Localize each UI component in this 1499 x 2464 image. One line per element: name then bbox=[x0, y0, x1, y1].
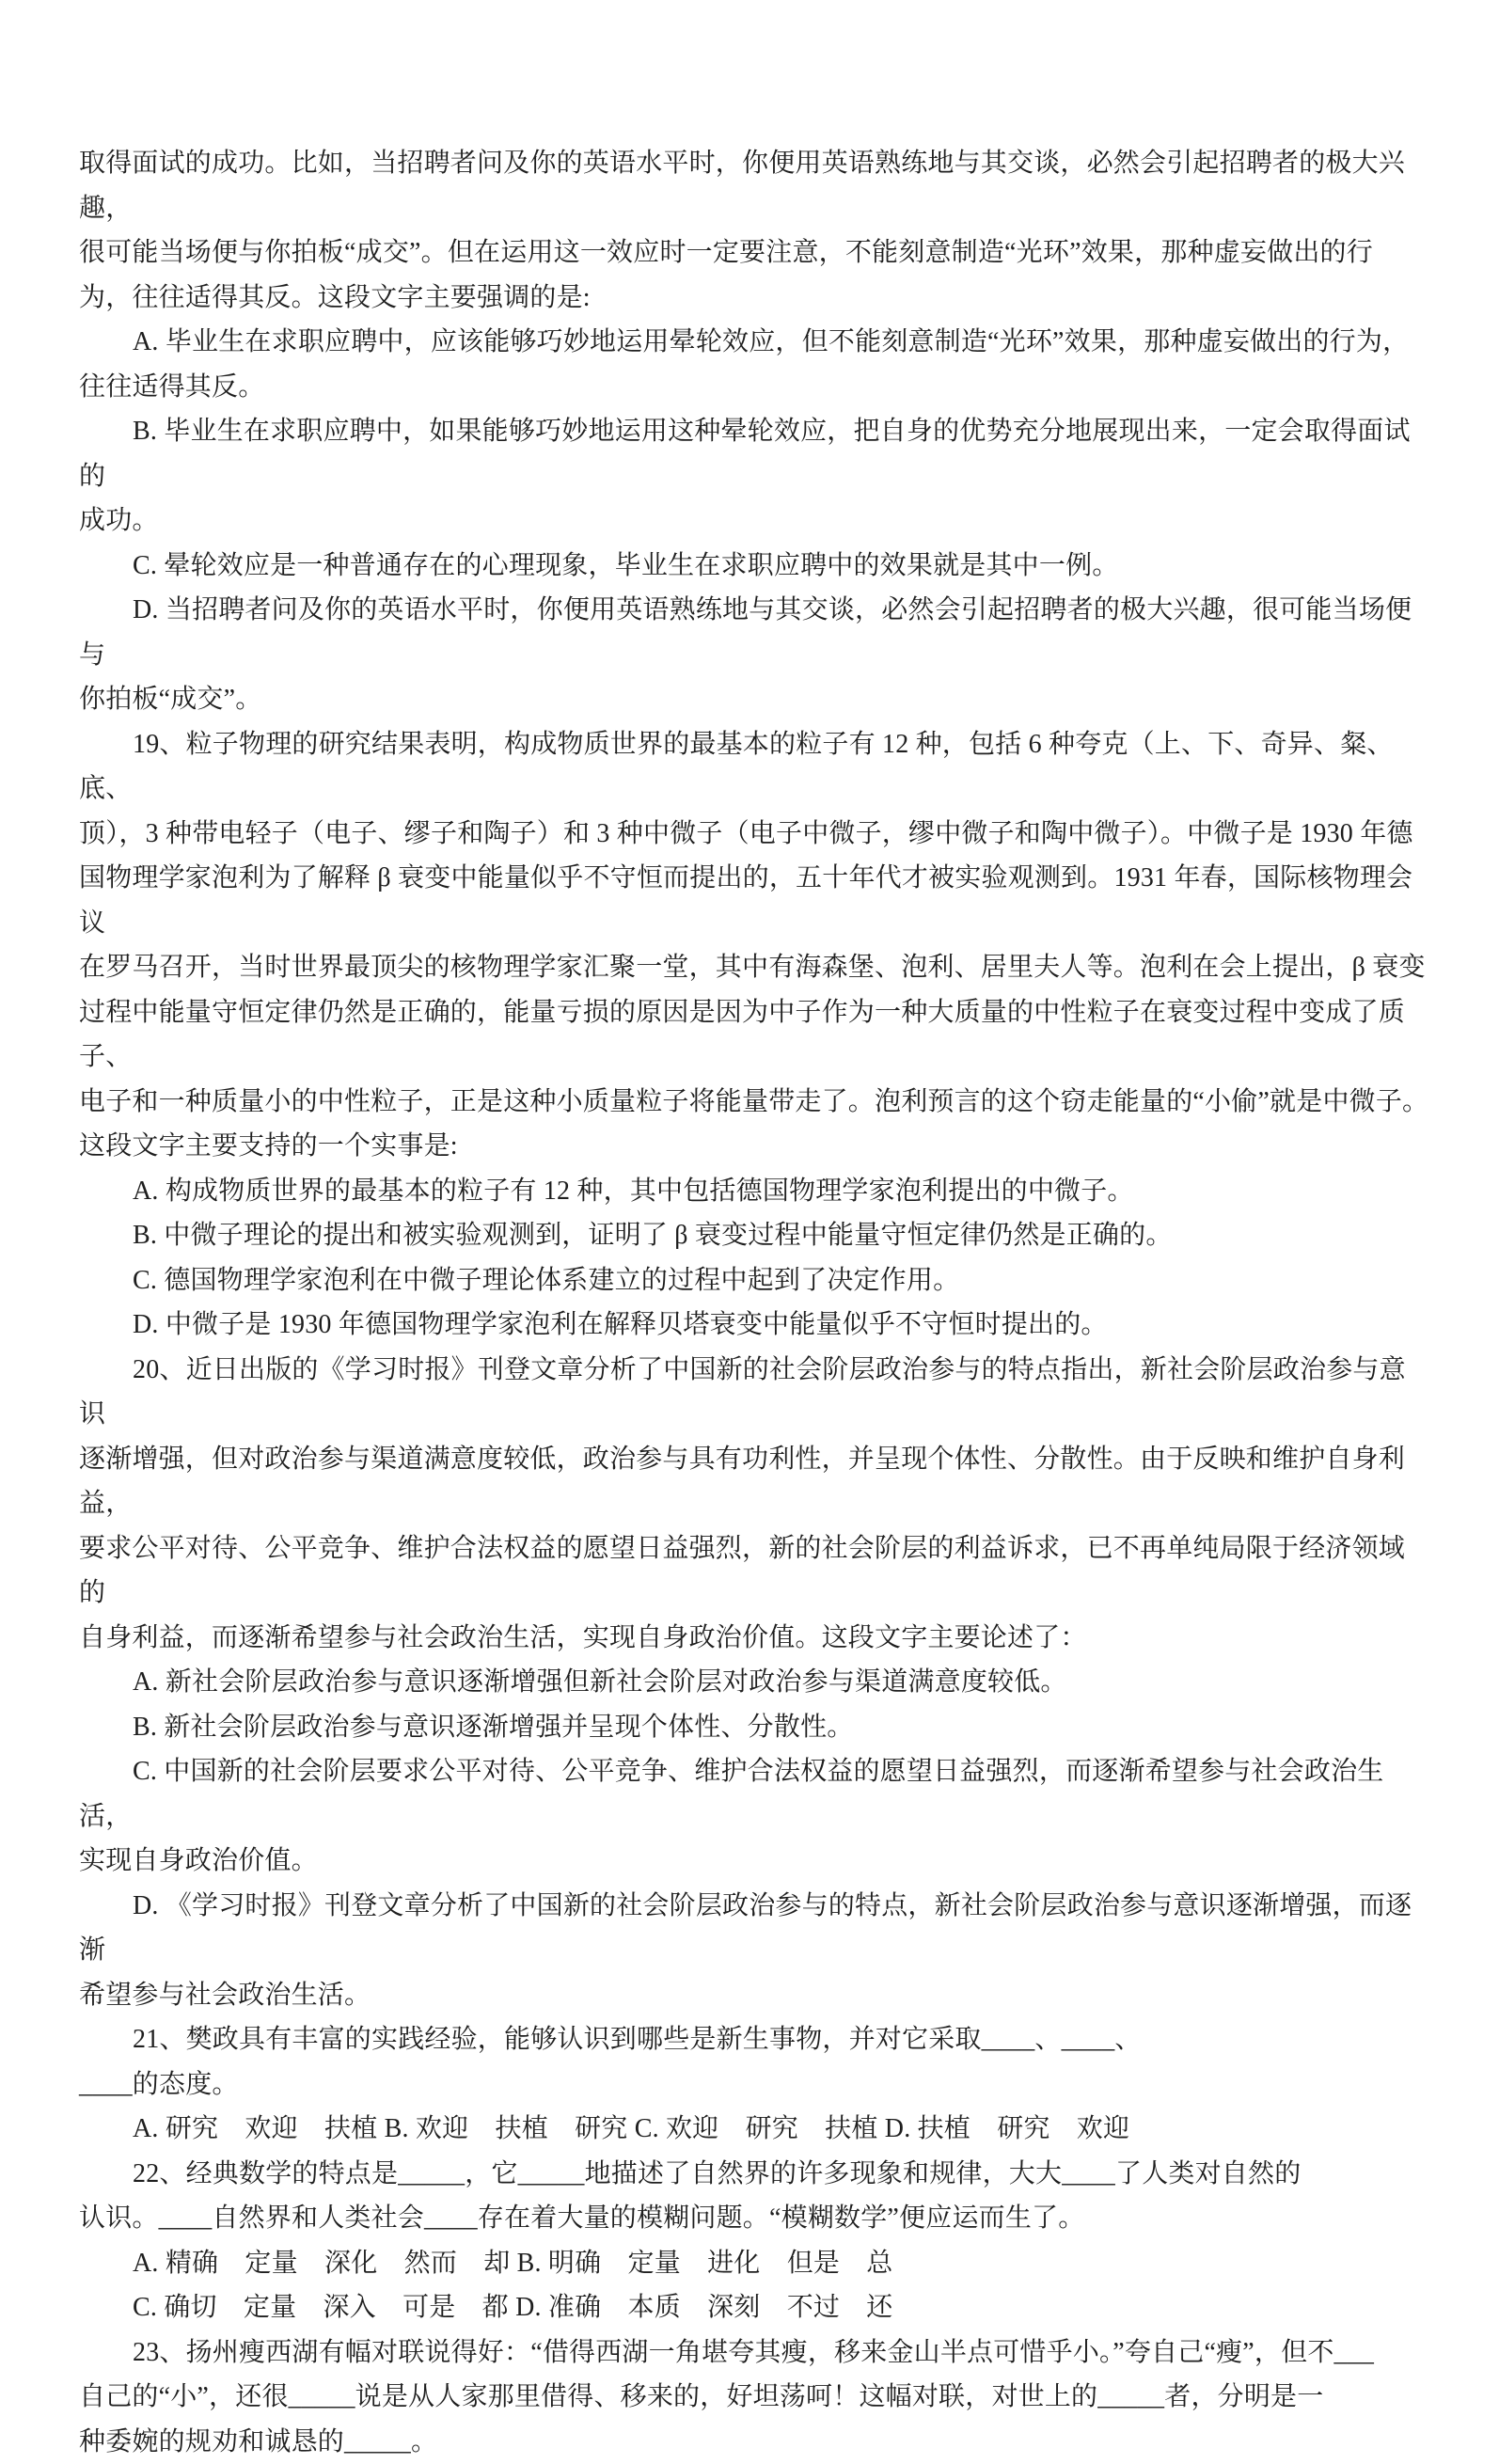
document-body bbox=[79, 141, 1429, 2464]
text-line: 往往适得其反。 bbox=[79, 365, 1429, 410]
text-line: 这段文字主要支持的一个实事是: bbox=[79, 1124, 1429, 1169]
text-line: 过程中能量守恒定律仍然是正确的，能量亏损的原因是因为中子作为一种大质量的中性粒子在衰变过程中变成了质子、 bbox=[79, 990, 1429, 1080]
text-line: 顶），3 种带电轻子（电子、缪子和陶子）和 3 种中微子（电子中微子，缪中微子和陶中微子）。中微子是 1930 年德 bbox=[79, 812, 1429, 857]
text-line: D. 《学习时报》刊登文章分析了中国新的社会阶层政治参与的特点，新社会阶层政治参与意识逐渐增强，而逐渐 bbox=[79, 1884, 1429, 1973]
text-line: 电子和一种质量小的中性粒子，正是这种小质量粒子将能量带走了。泡利预言的这个窃走能量的“小偷”就是中微子。 bbox=[79, 1080, 1429, 1125]
text-line: A. 构成物质世界的最基本的粒子有 12 种，其中包括德国物理学家泡利提出的中微子。 bbox=[79, 1169, 1429, 1214]
text-line: 22、经典数学的特点是_____，它_____地描述了自然界的许多现象和规律，大大____了人类对自然的 bbox=[79, 2152, 1429, 2197]
text-line: 很可能当场便与你拍板“成交”。但在运用这一效应时一定要注意，不能刻意制造“光环”效果，那种虚妄做出的行 bbox=[79, 230, 1429, 276]
text-line: C. 确切 定量 深入 可是 都 D. 准确 本质 深刻 不过 还 bbox=[79, 2285, 1429, 2330]
text-line: A. 新社会阶层政治参与意识逐渐增强但新社会阶层对政治参与渠道满意度较低。 bbox=[79, 1660, 1429, 1705]
text-line: B. 中微子理论的提出和被实验观测到，证明了 β 衰变过程中能量守恒定律仍然是正确的。 bbox=[79, 1213, 1429, 1258]
text-line: 19、粒子物理的研究结果表明，构成物质世界的最基本的粒子有 12 种，包括 6 种夸克（上、下、奇异、粲、底、 bbox=[79, 722, 1429, 812]
text-line: A. 毕业生在求职应聘中，应该能够巧妙地运用晕轮效应，但不能刻意制造“光环”效果，那种虚妄做出的行为， bbox=[79, 320, 1429, 365]
text-line: D. 中微子是 1930 年德国物理学家泡利在解释贝塔衰变中能量似乎不守恒时提出的。 bbox=[79, 1303, 1429, 1348]
text-line: C. 晕轮效应是一种普通存在的心理现象，毕业生在求职应聘中的效果就是其中一例。 bbox=[79, 544, 1429, 589]
text-line: 20、近日出版的《学习时报》刊登文章分析了中国新的社会阶层政治参与的特点指出，新社会阶层政治参与意识 bbox=[79, 1348, 1429, 1437]
text-line: 要求公平对待、公平竞争、维护合法权益的愿望日益强烈，新的社会阶层的利益诉求，已不再单纯局限于经济领域的 bbox=[79, 1526, 1429, 1616]
text-line: 实现自身政治价值。 bbox=[79, 1839, 1429, 1884]
text-line: C. 德国物理学家泡利在中微子理论体系建立的过程中起到了决定作用。 bbox=[79, 1258, 1429, 1303]
text-line: B. 毕业生在求职应聘中，如果能够巧妙地运用这种晕轮效应，把自身的优势充分地展现出来，一定会取得面试的 bbox=[79, 409, 1429, 498]
text-line: 国物理学家泡利为了解释 β 衰变中能量似乎不守恒而提出的，五十年代才被实验观测到。1931 年春，国际核物理会议 bbox=[79, 856, 1429, 945]
text-line: 取得面试的成功。比如，当招聘者问及你的英语水平时，你便用英语熟练地与其交谈，必然会引起招聘者的极大兴趣， bbox=[79, 141, 1429, 230]
text-line: 为，往往适得其反。这段文字主要强调的是: bbox=[79, 276, 1429, 321]
text-line: 21、樊政具有丰富的实践经验，能够认识到哪些是新生事物，并对它采取____、____、 bbox=[79, 2017, 1429, 2062]
text-line: A. 精确 定量 深化 然而 却 B. 明确 定量 进化 但是 总 bbox=[79, 2241, 1429, 2286]
text-line: B. 新社会阶层政治参与意识逐渐增强并呈现个体性、分散性。 bbox=[79, 1705, 1429, 1750]
text-line: C. 中国新的社会阶层要求公平对待、公平竞争、维护合法权益的愿望日益强烈，而逐渐希望参与社会政治生活， bbox=[79, 1749, 1429, 1839]
text-line: 自己的“小”，还很_____说是从人家那里借得、移来的，好坦荡呵！这幅对联，对世上的_____者，分明是一 bbox=[79, 2375, 1429, 2420]
text-line: 23、扬州瘦西湖有幅对联说得好：“借得西湖一角堪夸其瘦，移来金山半点可惜乎小。”夸自己“瘦”，但不___ bbox=[79, 2330, 1429, 2376]
text-line: 在罗马召开，当时世界最顶尖的核物理学家汇聚一堂，其中有海森堡、泡利、居里夫人等。泡利在会上提出，β 衰变 bbox=[79, 945, 1429, 990]
text-line: 你拍板“成交”。 bbox=[79, 677, 1429, 722]
text-line: 希望参与社会政治生活。 bbox=[79, 1973, 1429, 2018]
text-line: 种委婉的规劝和诚恳的_____。 bbox=[79, 2420, 1429, 2464]
text-line: 认识。____自然界和人类社会____存在着大量的模糊问题。“模糊数学”便应运而生了。 bbox=[79, 2196, 1429, 2241]
text-line: 自身利益，而逐渐希望参与社会政治生活，实现自身政治价值。这段文字主要论述了： bbox=[79, 1616, 1429, 1661]
text-line: 成功。 bbox=[79, 498, 1429, 544]
text-line: ____的态度。 bbox=[79, 2062, 1429, 2108]
text-line: D. 当招聘者问及你的英语水平时，你便用英语熟练地与其交谈，必然会引起招聘者的极大兴趣，很可能当场便与 bbox=[79, 588, 1429, 677]
text-line: 逐渐增强，但对政治参与渠道满意度较低，政治参与具有功利性，并呈现个体性、分散性。由于反映和维护自身利益， bbox=[79, 1437, 1429, 1526]
text-line: A. 研究 欢迎 扶植 B. 欢迎 扶植 研究 C. 欢迎 研究 扶植 D. 扶植 研究 欢迎 bbox=[79, 2107, 1429, 2152]
